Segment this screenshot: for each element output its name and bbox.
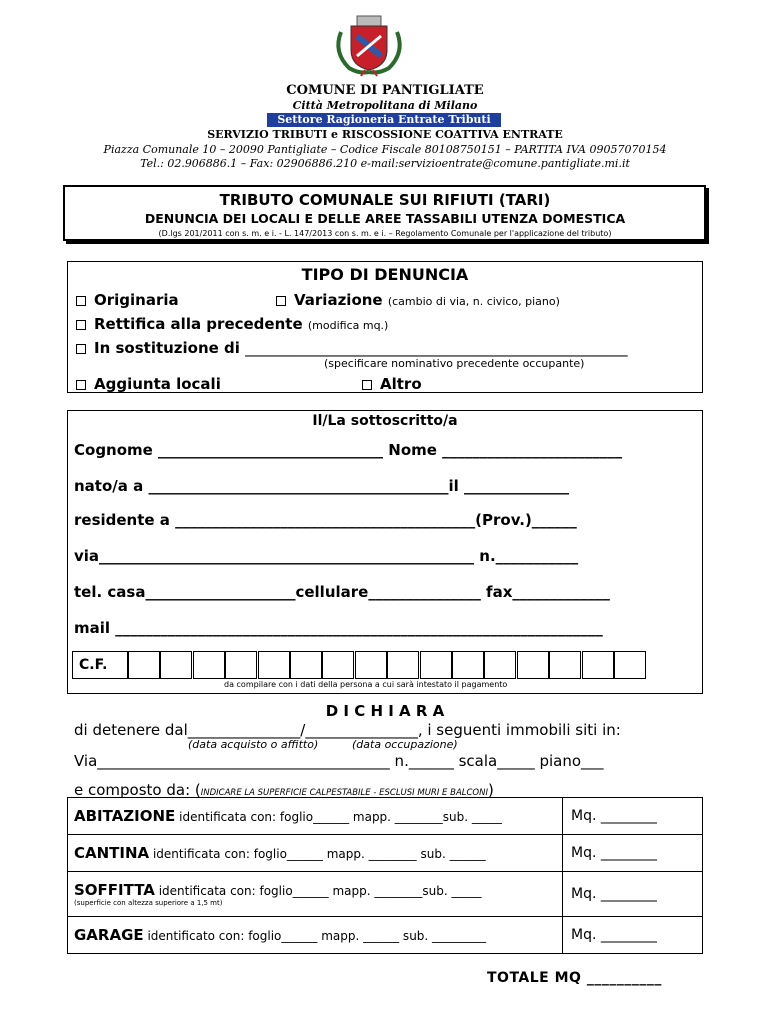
- checkbox-icon[interactable]: [76, 380, 86, 390]
- sostituzione-field[interactable]: ___________________________________________________: [245, 339, 628, 357]
- option-aggiunta-label: Aggiunta locali: [94, 375, 221, 393]
- option-variazione[interactable]: [276, 291, 560, 309]
- option-altro-label: Altro: [380, 375, 422, 393]
- cf-char-cell[interactable]: [258, 651, 290, 679]
- mail-field[interactable]: mail _________________________________________________________________: [74, 619, 603, 637]
- sostituzione-note: (specificare nominativo precedente occupante): [324, 357, 585, 370]
- sottoscritto-heading: Il/La sottoscritto/a: [312, 413, 458, 429]
- cf-char-cell[interactable]: [484, 651, 516, 679]
- immobile-mq-cell[interactable]: Mq. ________: [563, 872, 703, 917]
- immobile-identification: identificata con: foglio______ mapp. ________sub. _____: [175, 810, 502, 824]
- cf-label: C.F.: [72, 651, 128, 679]
- immobile-mq-cell[interactable]: Mq. ________: [563, 917, 703, 954]
- cf-char-cell[interactable]: [614, 651, 646, 679]
- cf-char-cell[interactable]: [452, 651, 484, 679]
- cf-char-cell[interactable]: [517, 651, 549, 679]
- checkbox-icon[interactable]: [362, 380, 372, 390]
- dichiara-heading: D I C H I A R A: [325, 702, 445, 720]
- immobile-desc-cell[interactable]: [68, 835, 563, 872]
- contacts-line: Tel.: 02.906886.1 – Fax: 02906886.210 e-mail:servizioentrate@comune.pantigliate.mi.it: [140, 157, 630, 170]
- immobile-desc-cell[interactable]: [68, 872, 563, 917]
- residenza-field[interactable]: residente a ________________________________________(Prov.)______: [74, 511, 577, 529]
- cf-char-cell[interactable]: [128, 651, 160, 679]
- immobile-note: (superficie con altezza superiore a 1,5 mt): [74, 899, 223, 907]
- immobile-type: GARAGE: [74, 926, 144, 944]
- immobile-identification: identificata con: foglio______ mapp. ________ sub. ______: [149, 847, 486, 861]
- composto-note: INDICARE LA SUPERFICIE CALPESTABILE - ESCLUSI MURI E BALCONI: [200, 788, 488, 798]
- option-rettifica-label: Rettifica alla precedente: [94, 315, 303, 333]
- rettifica-note: (modifica mq.): [307, 319, 389, 332]
- option-originaria[interactable]: [76, 291, 179, 309]
- totale-mq-field[interactable]: TOTALE MQ __________: [487, 970, 662, 986]
- nascita-field[interactable]: nato/a a ________________________________________il ______________: [74, 477, 569, 495]
- variazione-note: (cambio di via, n. civico, piano): [387, 295, 560, 308]
- option-originaria-label: Originaria: [94, 291, 179, 309]
- cf-char-cell[interactable]: [225, 651, 257, 679]
- immobile-row: [68, 872, 703, 917]
- immobile-mq-cell[interactable]: Mq. ________: [563, 835, 703, 872]
- comune-crest-icon: [329, 12, 409, 78]
- legal-reference: (D.lgs 201/2011 con s. m. e i. - L. 147/2013 con s. m. e i. – Regolamento Comunale per l'applicazione del tributo): [158, 229, 612, 238]
- settore-banner: Settore Ragioneria Entrate Tributi: [267, 113, 501, 127]
- option-variazione-label: Variazione: [294, 291, 383, 309]
- option-altro[interactable]: [362, 375, 422, 393]
- cf-char-cell[interactable]: [160, 651, 192, 679]
- immobile-row: [68, 798, 703, 835]
- cf-char-cell[interactable]: [549, 651, 581, 679]
- cf-note: da compilare con i dati della persona a cui sarà intestato il pagamento: [224, 680, 508, 689]
- telefono-field[interactable]: tel. casa____________________cellulare_______________ fax_____________: [74, 583, 610, 601]
- cf-char-cell[interactable]: [420, 651, 452, 679]
- cf-char-cell[interactable]: [387, 651, 419, 679]
- checkbox-icon[interactable]: [76, 320, 86, 330]
- immobile-type: ABITAZIONE: [74, 807, 176, 825]
- option-rettifica[interactable]: [76, 315, 388, 333]
- option-sostituzione-label: In sostituzione di: [94, 339, 240, 357]
- immobile-mq-cell[interactable]: Mq. ________: [563, 798, 703, 835]
- form-title: TRIBUTO COMUNALE SUI RIFIUTI (TARI): [219, 191, 551, 209]
- immobile-row: [68, 835, 703, 872]
- form-subtitle: DENUNCIA DEI LOCALI E DELLE AREE TASSABILI UTENZA DOMESTICA: [144, 211, 626, 226]
- note-occupazione: (data occupazione): [352, 738, 458, 751]
- detenere-field[interactable]: di detenere dal_______________/_______________, i seguenti immobili siti in:: [74, 721, 621, 739]
- immobile-type: CANTINA: [74, 844, 150, 862]
- checkbox-icon[interactable]: [76, 296, 86, 306]
- option-sostituzione[interactable]: [76, 339, 628, 357]
- cognome-nome-field[interactable]: Cognome ______________________________ Nome ________________________: [74, 441, 623, 459]
- immobile-desc-cell[interactable]: [68, 798, 563, 835]
- immobile-identification: identificato con: foglio______ mapp. ______ sub. _________: [143, 929, 487, 943]
- immobili-table: [67, 797, 703, 954]
- immobile-identification: identificata con: foglio______ mapp. ________sub. _____: [154, 884, 482, 898]
- cf-char-cell[interactable]: [322, 651, 354, 679]
- composto-label: e composto da: (: [74, 781, 201, 799]
- tipo-denuncia-heading: TIPO DI DENUNCIA: [301, 265, 469, 284]
- checkbox-icon[interactable]: [276, 296, 286, 306]
- citta-metropolitana: Città Metropolitana di Milano: [292, 99, 478, 112]
- cf-char-cell[interactable]: [290, 651, 322, 679]
- cf-char-cell[interactable]: [193, 651, 225, 679]
- via-field[interactable]: via__________________________________________________ n.___________: [74, 547, 579, 565]
- checkbox-icon[interactable]: [76, 344, 86, 354]
- note-acquisto: (data acquisto o affitto): [188, 738, 319, 751]
- option-aggiunta[interactable]: [76, 375, 221, 393]
- immobile-row: [68, 917, 703, 954]
- immobile-via-field[interactable]: Via_______________________________________ n.______ scala_____ piano___: [74, 752, 604, 770]
- composto-close: ): [488, 781, 494, 799]
- cf-char-cell[interactable]: [355, 651, 387, 679]
- immobile-desc-cell[interactable]: [68, 917, 563, 954]
- codice-fiscale-grid[interactable]: [128, 651, 648, 679]
- cf-char-cell[interactable]: [582, 651, 614, 679]
- address-line: Piazza Comunale 10 – 20090 Pantigliate – Codice Fiscale 80108750151 – PARTITA IVA 09057070154: [103, 143, 667, 156]
- immobile-type: SOFFITTA: [74, 881, 155, 899]
- servizio-title: SERVIZIO TRIBUTI e RISCOSSIONE COATTIVA ENTRATE: [207, 128, 563, 141]
- comune-name: COMUNE DI PANTIGLIATE: [286, 83, 484, 98]
